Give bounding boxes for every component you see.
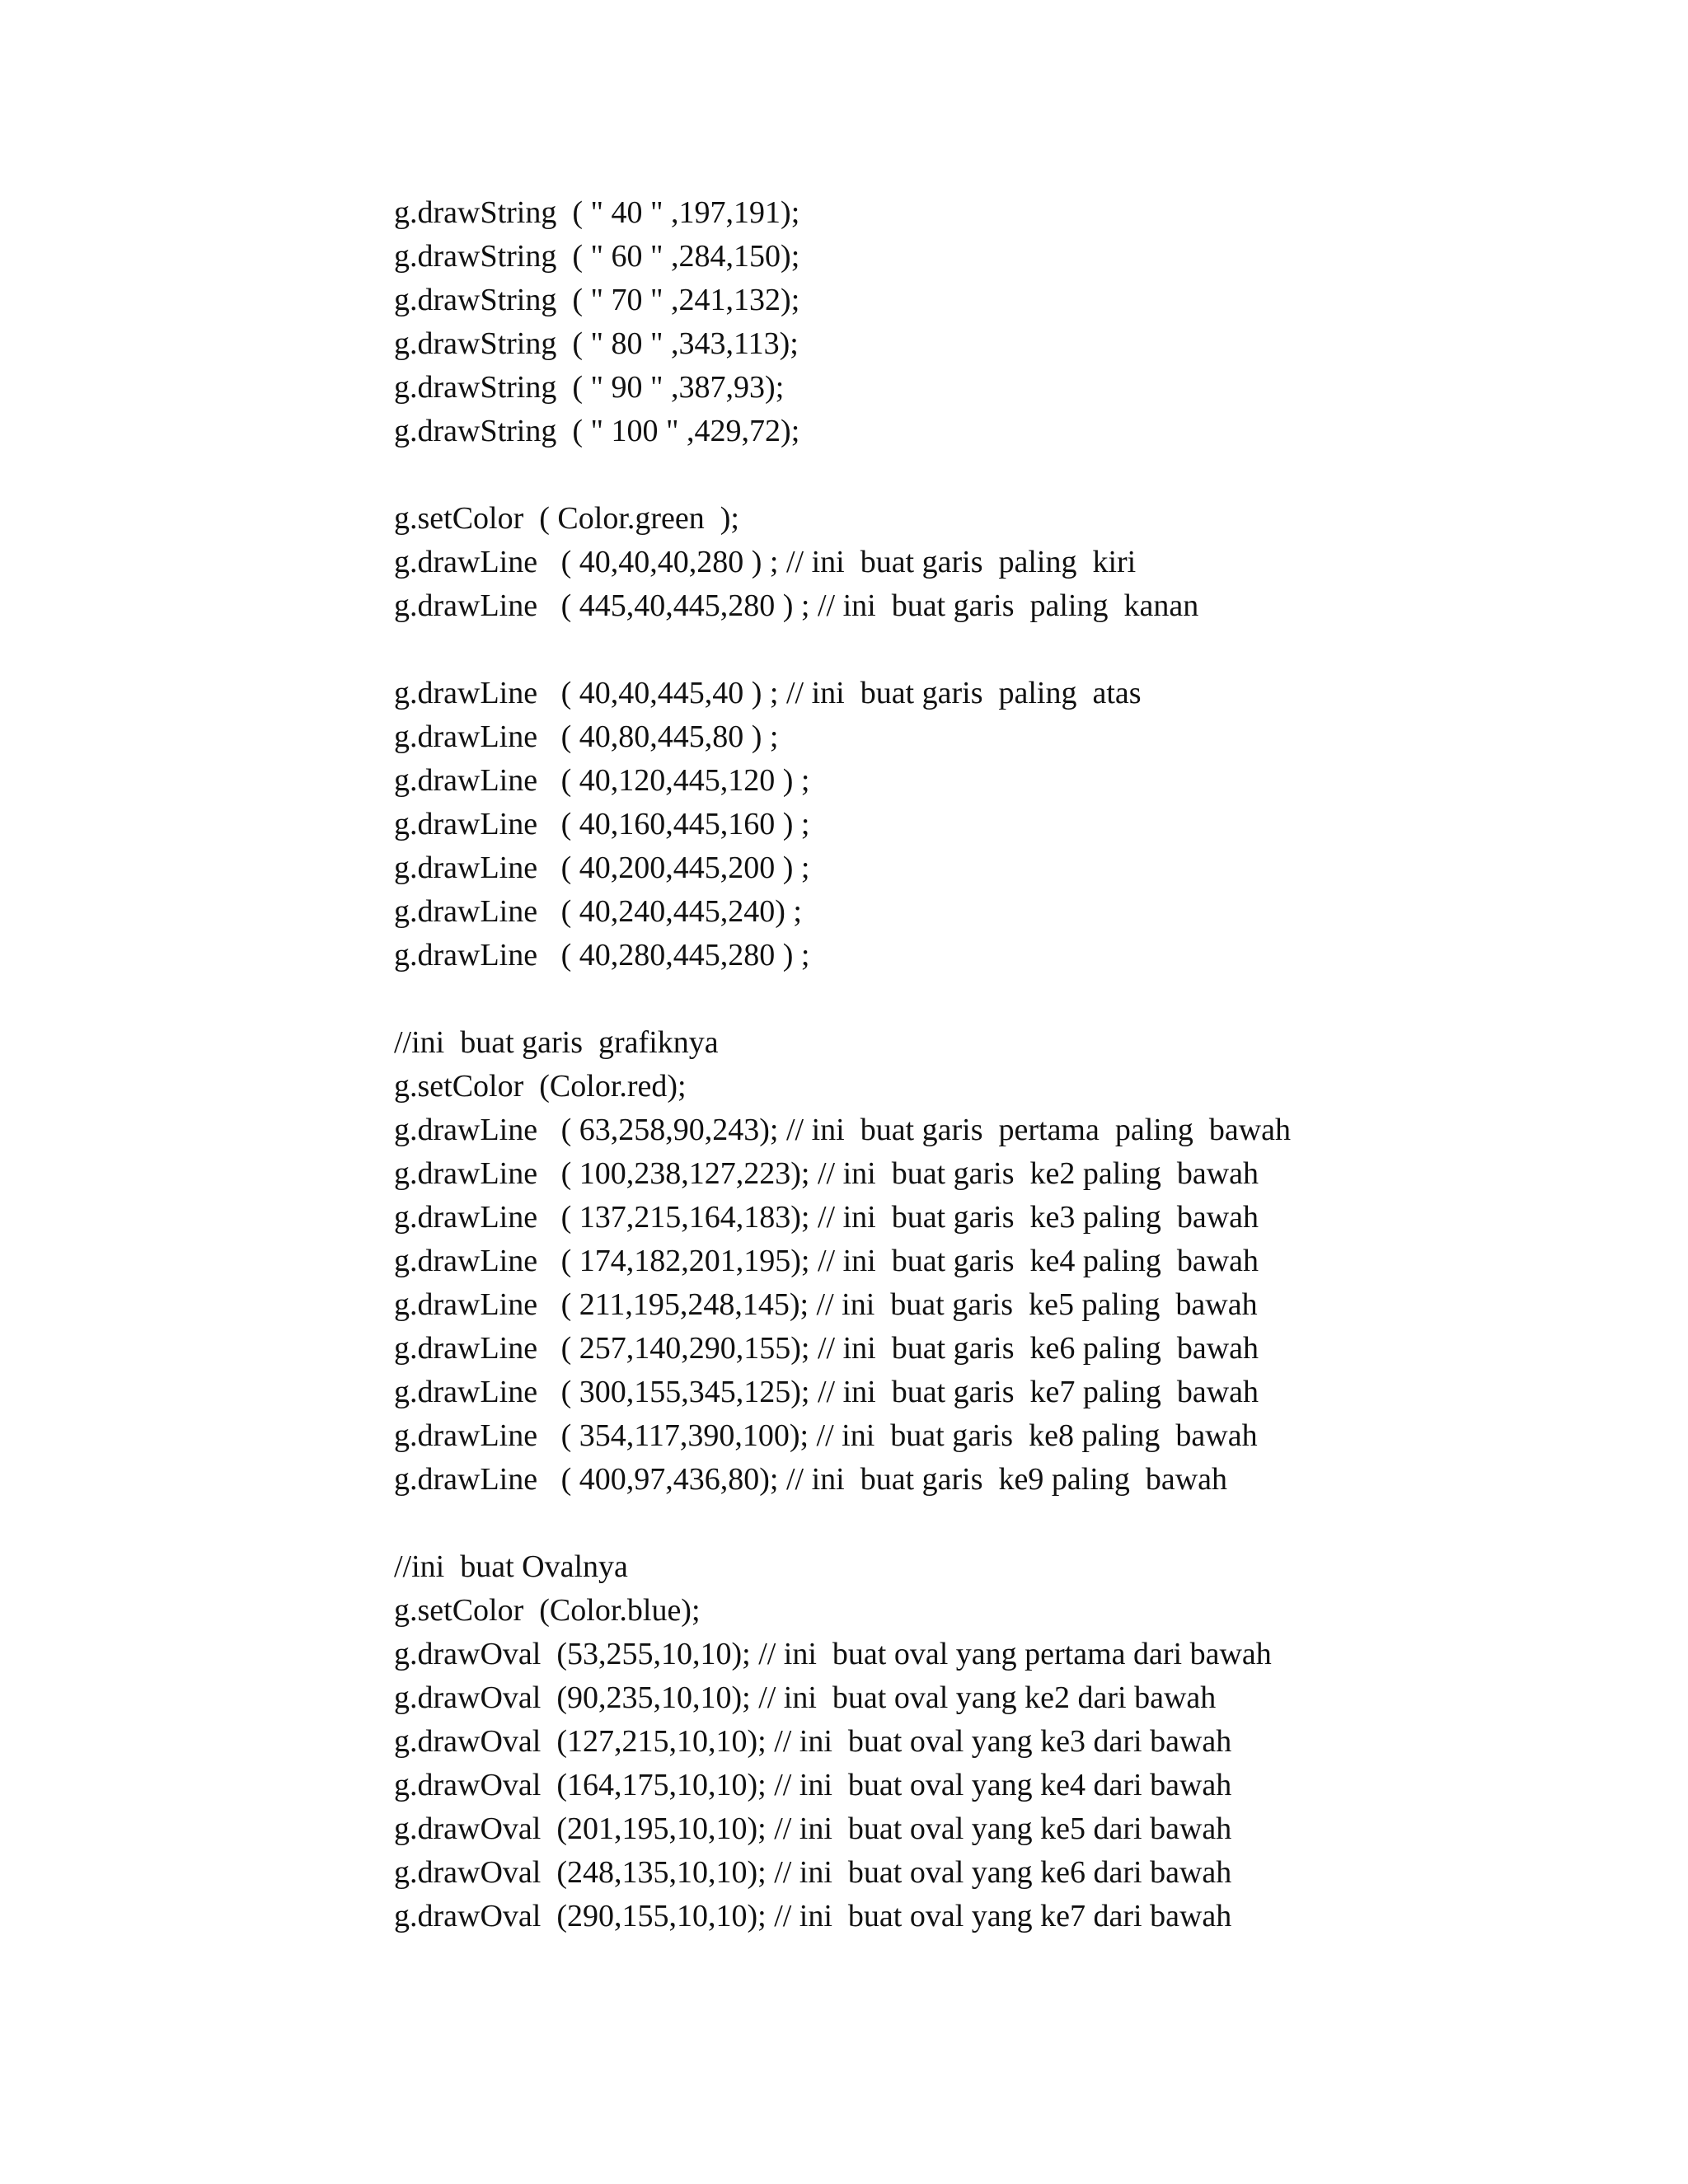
code-line: g.drawLine ( 40,200,445,200 ) ; bbox=[394, 851, 810, 885]
code-line: g.drawOval (90,235,10,10); // ini buat oval yang ke2 dari bawah bbox=[394, 1680, 1217, 1715]
code-line: g.drawLine ( 174,182,201,195); // ini buat garis ke4 paling bawah bbox=[394, 1244, 1259, 1278]
code-listing bbox=[394, 191, 1655, 1938]
code-line: g.drawLine ( 445,40,445,280 ) ; // ini buat garis paling kanan bbox=[394, 588, 1199, 623]
code-line: g.drawString ( " 40 " ,197,191); bbox=[394, 195, 800, 230]
code-line: g.drawLine ( 40,40,445,40 ) ; // ini buat garis paling atas bbox=[394, 676, 1142, 710]
code-line: g.drawOval (53,255,10,10); // ini buat oval yang pertama dari bawah bbox=[394, 1637, 1272, 1671]
code-line: g.drawLine ( 40,120,445,120 ) ; bbox=[394, 763, 810, 798]
code-line: g.drawString ( " 90 " ,387,93); bbox=[394, 370, 785, 405]
code-line: g.drawLine ( 211,195,248,145); // ini buat garis ke5 paling bawah bbox=[394, 1287, 1258, 1322]
code-comment: //ini buat garis grafiknya bbox=[394, 1025, 719, 1060]
code-line: g.drawLine ( 354,117,390,100); // ini buat garis ke8 paling bawah bbox=[394, 1418, 1258, 1453]
code-line: g.drawLine ( 100,238,127,223); // ini buat garis ke2 paling bawah bbox=[394, 1156, 1259, 1191]
code-line: g.drawLine ( 40,280,445,280 ) ; bbox=[394, 938, 810, 972]
code-line: g.setColor (Color.blue); bbox=[394, 1593, 701, 1628]
code-line: g.setColor (Color.red); bbox=[394, 1069, 687, 1104]
code-comment: //ini buat Ovalnya bbox=[394, 1549, 628, 1584]
code-line: g.drawOval (201,195,10,10); // ini buat oval yang ke5 dari bawah bbox=[394, 1811, 1232, 1846]
code-line: g.drawLine ( 40,80,445,80 ) ; bbox=[394, 719, 779, 754]
code-line: g.drawLine ( 40,160,445,160 ) ; bbox=[394, 807, 810, 841]
code-line: g.setColor ( Color.green ); bbox=[394, 501, 739, 536]
code-line: g.drawOval (290,155,10,10); // ini buat oval yang ke7 dari bawah bbox=[394, 1899, 1232, 1933]
code-line: g.drawLine ( 40,240,445,240) ; bbox=[394, 894, 802, 929]
code-line: g.drawLine ( 257,140,290,155); // ini buat garis ke6 paling bawah bbox=[394, 1331, 1259, 1366]
code-line: g.drawString ( " 60 " ,284,150); bbox=[394, 239, 800, 274]
code-line: g.drawLine ( 400,97,436,80); // ini buat garis ke9 paling bawah bbox=[394, 1462, 1228, 1497]
code-line: g.drawString ( " 100 " ,429,72); bbox=[394, 414, 800, 448]
code-line: g.drawOval (127,215,10,10); // ini buat oval yang ke3 dari bawah bbox=[394, 1724, 1232, 1759]
code-line: g.drawOval (164,175,10,10); // ini buat oval yang ke4 dari bawah bbox=[394, 1768, 1232, 1802]
code-line: g.drawOval (248,135,10,10); // ini buat oval yang ke6 dari bawah bbox=[394, 1855, 1232, 1890]
code-line: g.drawString ( " 70 " ,241,132); bbox=[394, 283, 800, 317]
code-line: g.drawLine ( 300,155,345,125); // ini buat garis ke7 paling bawah bbox=[394, 1375, 1259, 1409]
code-line: g.drawLine ( 63,258,90,243); // ini buat garis pertama paling bawah bbox=[394, 1113, 1292, 1147]
code-line: g.drawLine ( 137,215,164,183); // ini buat garis ke3 paling bawah bbox=[394, 1200, 1259, 1235]
code-line: g.drawString ( " 80 " ,343,113); bbox=[394, 326, 799, 361]
blank-line bbox=[394, 977, 1655, 1021]
blank-line bbox=[394, 1502, 1655, 1545]
code-line: g.drawLine ( 40,40,40,280 ) ; // ini buat garis paling kiri bbox=[394, 545, 1137, 579]
blank-line bbox=[394, 453, 1655, 497]
blank-line bbox=[394, 628, 1655, 672]
